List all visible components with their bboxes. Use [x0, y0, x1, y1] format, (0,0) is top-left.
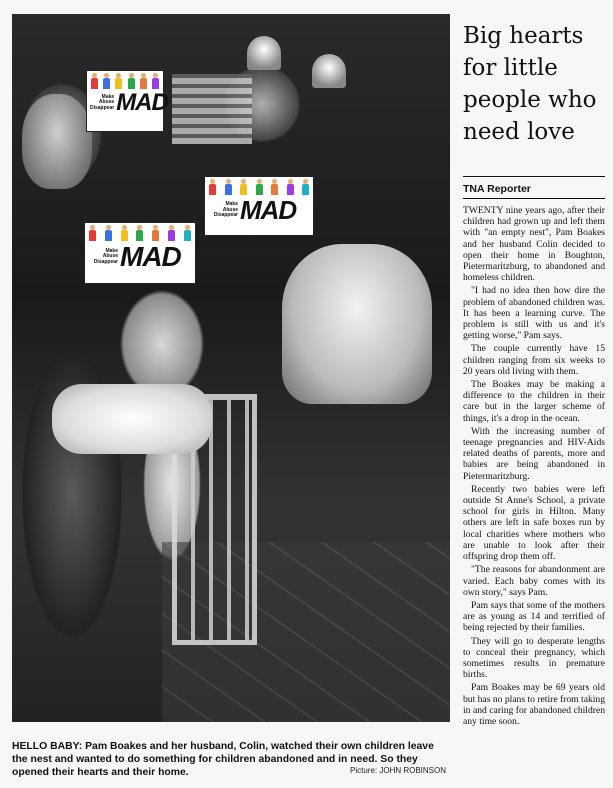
- paragraph: The couple currently have 15 children ranging from six weeks to 20 years old living with them.: [463, 343, 605, 377]
- badge-logo: MAD: [116, 89, 168, 116]
- lamp: [312, 54, 346, 88]
- paragraph: "The reasons for abandonment are varied. Each baby comes with its own story," says Pam.: [463, 564, 605, 598]
- headline: Big hearts for little people who need love: [463, 23, 597, 145]
- baby-figure: [52, 384, 212, 454]
- byline: TNA Reporter: [463, 183, 531, 195]
- child-figure: [282, 244, 432, 404]
- lamp: [247, 36, 281, 70]
- divider: [463, 176, 605, 177]
- news-photo: [12, 14, 450, 722]
- divider: [463, 198, 605, 199]
- children-icon: [208, 179, 310, 195]
- paragraph: TWENTY nine years ago, after their children had grown up and left them with "an empty nest", Pam Boakes and her husband Colin decided to open their home in Boughton, Pietermaritzburg, to abandoned and homeless children.: [463, 205, 605, 284]
- badge-logo: MAD: [120, 241, 181, 272]
- mad-badge: [84, 222, 196, 284]
- paragraph: Pam says that some of the mothers are as young as 14 and terrified of being rejected by their families.: [463, 599, 605, 634]
- badge-text: Make Abuse Disappear: [90, 93, 115, 111]
- paragraph: With the increasing number of teenage pregnancies and HIV-Aids related deaths of parents, more and babies are being abandoned in Pietermaritzburg.: [463, 425, 605, 482]
- paragraph: Recently two babies were left outside St Anne's School, a private school for girls in Hilton. Many others are left in safe boxes run by local charities where mothers who are unable to look after their offspring drop them off.: [463, 483, 605, 563]
- photo-caption: HELLO BABY: Pam Boakes and her husband, Colin, watched their own children leave the nest and wanted to do something for children abandoned and in need. So they opened their hearts and their home.: [12, 741, 434, 778]
- paragraph: They will go to desperate lengths to conceal their pregnancy, which sometimes results in premature births.: [463, 635, 605, 681]
- children-icon: [90, 73, 160, 89]
- paragraph: Pam Boakes may be 69 years old but has no plans to retire from taking in and caring for abandoned children any time soon.: [463, 682, 606, 727]
- badge-text: Make Abuse Disappear: [93, 247, 118, 265]
- article-body: [463, 205, 605, 729]
- badge-text: Make Abuse Disappear: [213, 201, 238, 219]
- paragraph: The Boakes may be making a difference to the children in their care but in the larger scheme of things, it's a drop in the ocean.: [463, 379, 605, 424]
- children-icon: [88, 225, 192, 241]
- photo-credit: Picture: JOHN ROBINSON: [350, 766, 447, 775]
- mad-badge: [86, 70, 168, 132]
- paragraph: "I had no idea then how dire the problem of abandoned children was. It has been a learning curve. The problem is still with us and it's getting worse," Pam says.: [463, 285, 605, 342]
- woman-figure: [22, 94, 92, 189]
- badge-logo: MAD: [240, 195, 297, 225]
- shelf: [172, 74, 252, 144]
- mad-badge: [204, 176, 314, 236]
